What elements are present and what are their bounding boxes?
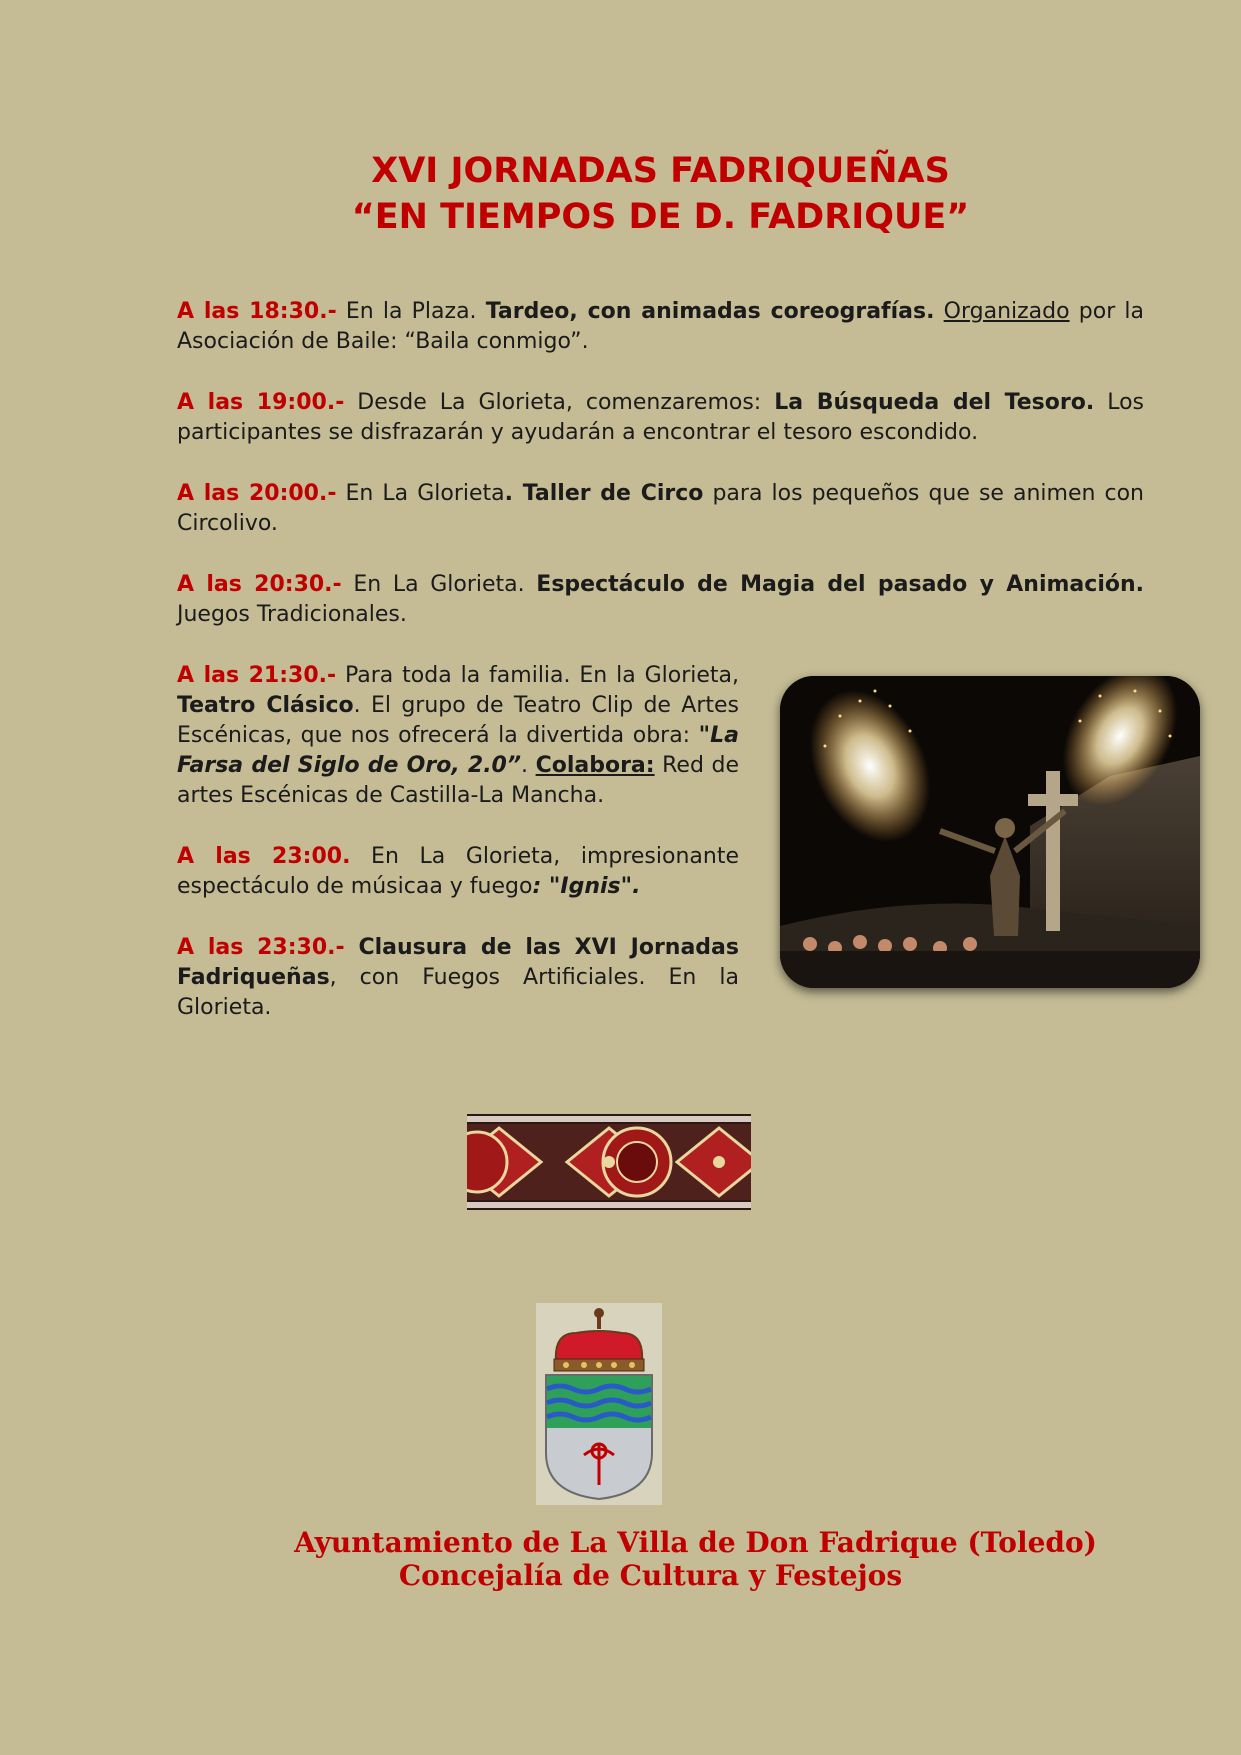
- event-highlight: Espectáculo de Magia del pasado y Animación.: [536, 572, 1144, 597]
- event-highlight: La Búsqueda del Tesoro.: [774, 390, 1095, 415]
- photo-illustration: [780, 676, 1200, 988]
- event-time: A las 23:00.: [177, 844, 351, 869]
- event-time: A las 19:00.-: [177, 390, 345, 415]
- footer-line-1: Ayuntamiento de La Villa de Don Fadrique (Toledo): [294, 1526, 1097, 1559]
- show-title: : "Ignis".: [532, 874, 641, 899]
- ornamental-border-band: [467, 1114, 751, 1210]
- coat-of-arms-illustration: [536, 1303, 662, 1505]
- event-text: [934, 299, 943, 324]
- event-2030: [177, 570, 1144, 630]
- event-time: A las 23:30.-: [177, 935, 345, 960]
- event-text: . El grupo de Teatro Clip de Artes Escénicas, que nos ofrecerá la divertida obra:: [177, 693, 739, 748]
- event-text: En la Plaza.: [336, 299, 486, 324]
- event-text: , con Fuegos Artificiales. En la Glorieta.: [177, 965, 739, 1020]
- play-title: "La Farsa del Siglo de Oro, 2.0”: [177, 723, 739, 778]
- event-highlight: . Taller de Circo: [504, 481, 704, 506]
- event-2300: [177, 842, 739, 902]
- event-text: Desde La Glorieta, comenzaremos:: [344, 390, 775, 415]
- event-time: A las 21:30.-: [177, 663, 337, 688]
- event-text: En La Glorieta.: [341, 572, 537, 597]
- event-1830: [177, 297, 1144, 357]
- event-text: .: [521, 753, 536, 778]
- event-title: [0, 148, 1241, 240]
- divider-illustration: [467, 1114, 751, 1210]
- title-line-2: “EN TIEMPOS DE D. FADRIQUE”: [351, 197, 970, 237]
- municipal-coat-of-arms: [536, 1303, 662, 1505]
- event-2000: [177, 479, 1144, 539]
- title-line-1: XVI JORNADAS FADRIQUEÑAS: [371, 151, 950, 191]
- event-time: A las 18:30.-: [177, 299, 337, 324]
- event-text: para los pequeños que se animen con Circolivo.: [177, 481, 1144, 536]
- event-text: Juegos Tradicionales.: [177, 602, 407, 627]
- event-highlight: Tardeo, con animadas coreografías.: [485, 299, 935, 324]
- event-highlight: Clausura de las XVI Jornadas Fadriqueñas: [177, 935, 739, 990]
- footer-line-2: Concejalía de Cultura y Festejos: [398, 1559, 903, 1592]
- event-text: Red de artes Escénicas de Castilla-La Mancha.: [177, 753, 739, 808]
- event-text: En La Glorieta: [336, 481, 505, 506]
- organizer-label: Organizado: [943, 299, 1070, 324]
- event-text: Los participantes se disfrazarán y ayudarán a encontrar el tesoro escondido.: [177, 390, 1144, 445]
- event-text: Para toda la familia. En la Glorieta,: [336, 663, 740, 688]
- event-highlight: Teatro Clásico: [177, 693, 354, 718]
- event-2330: [177, 933, 739, 1023]
- event-text: En La Glorieta, impresionante espectáculo de músicaa y fuego: [177, 844, 740, 899]
- event-1900: [177, 388, 1144, 448]
- collaborator-label: Colabora:: [535, 753, 655, 778]
- event-text: por la Asociación de Baile: “Baila conmigo”.: [177, 299, 1145, 354]
- event-time: A las 20:00.-: [177, 481, 337, 506]
- event-2130: [177, 661, 739, 811]
- night-fire-performance-photo: [780, 676, 1200, 988]
- event-time: A las 20:30.-: [177, 572, 342, 597]
- footer-institution: [0, 1526, 1241, 1592]
